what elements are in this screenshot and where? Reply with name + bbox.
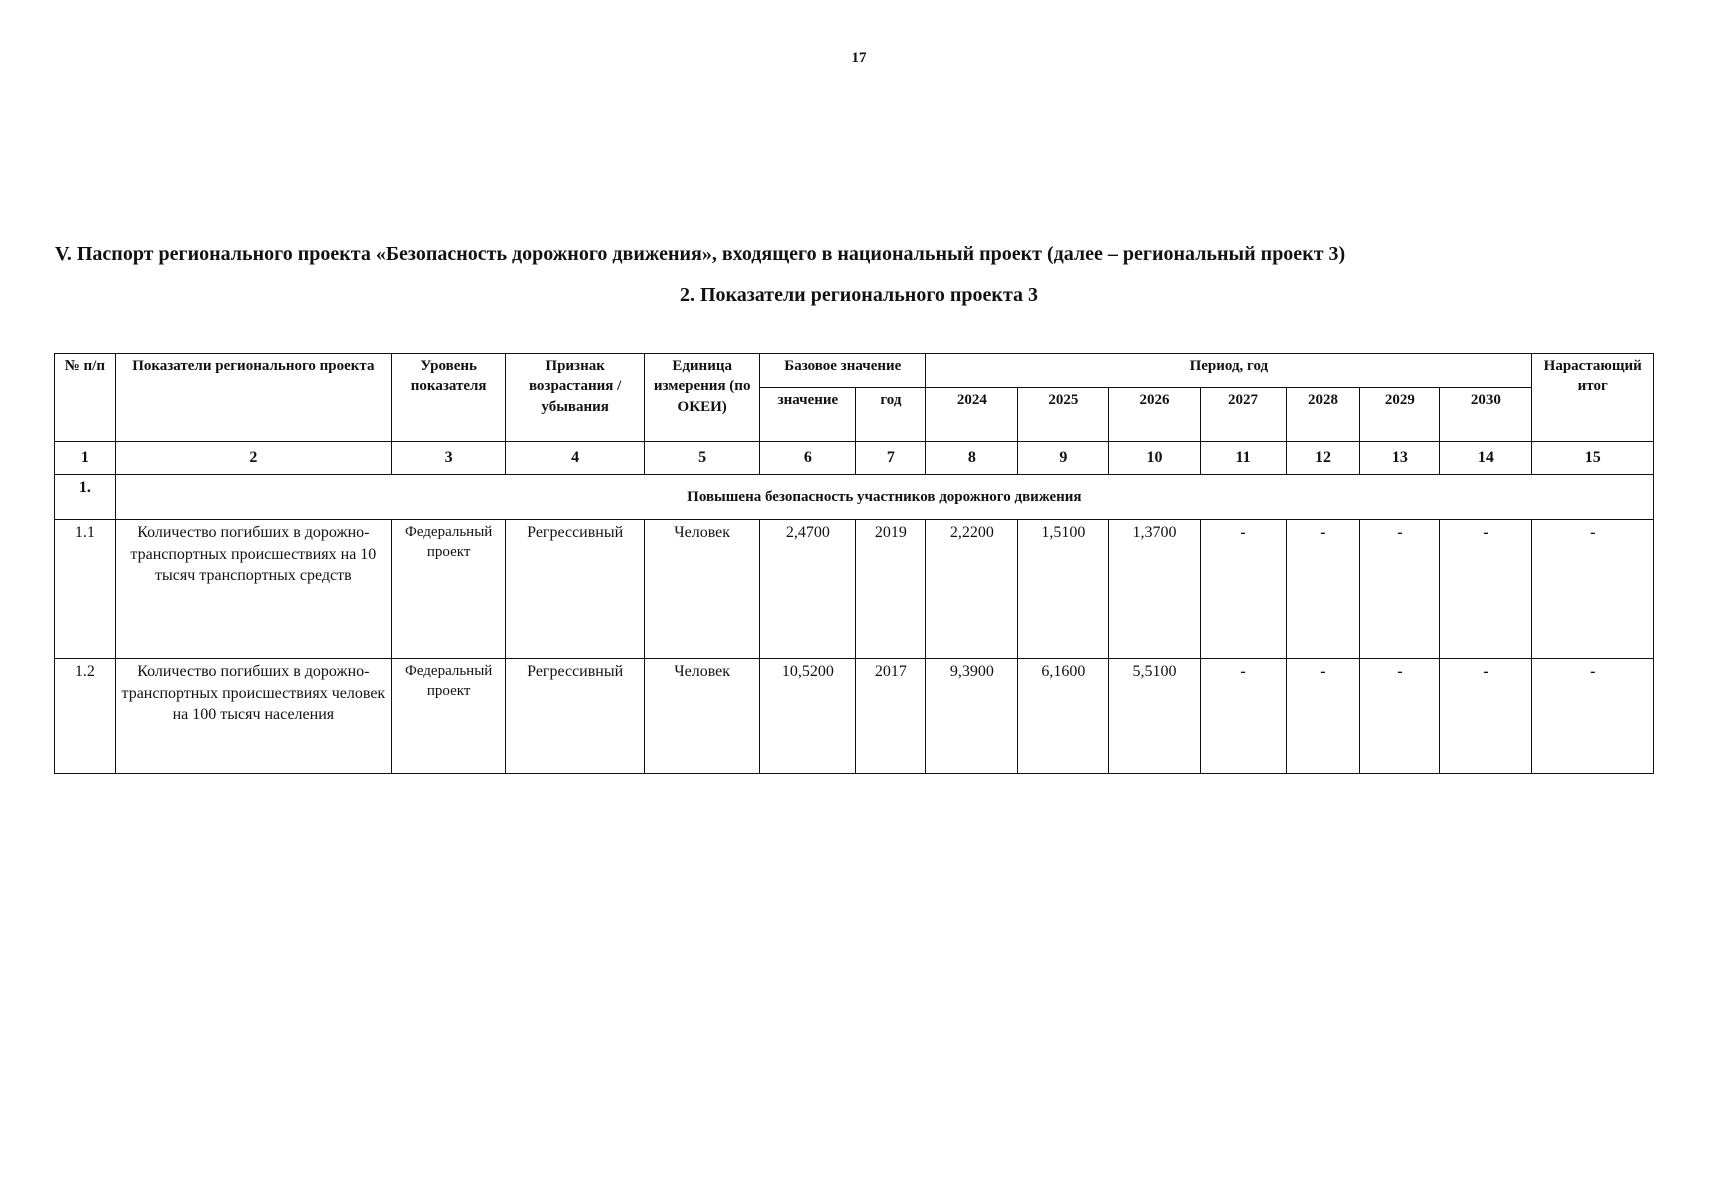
header-trend: Признак возрастания / убывания	[506, 354, 645, 442]
page-number: 17	[851, 50, 867, 66]
row-indicator-name: Количество погибших в дорожно-транспортных происшествиях человек на 100 тысяч населения	[115, 659, 391, 774]
row-unit: Человек	[644, 520, 759, 659]
table-header-row	[55, 354, 1654, 388]
column-number: 14	[1440, 442, 1532, 475]
row-value-2026: 5,5100	[1109, 659, 1200, 774]
column-number: 10	[1109, 442, 1200, 475]
header-year-2029: 2029	[1360, 388, 1440, 442]
row-num: 1.2	[55, 659, 116, 774]
column-number: 5	[644, 442, 759, 475]
row-trend: Регрессивный	[506, 520, 645, 659]
column-number: 2	[115, 442, 391, 475]
column-number: 1	[55, 442, 116, 475]
row-unit: Человек	[644, 659, 759, 774]
header-level: Уровень показателя	[391, 354, 505, 442]
column-number: 6	[760, 442, 856, 475]
row-trend: Регрессивный	[506, 659, 645, 774]
column-number: 15	[1532, 442, 1654, 475]
column-number: 12	[1286, 442, 1360, 475]
row-value-2028: -	[1286, 659, 1360, 774]
header-unit: Единица измерения (по ОКЕИ)	[644, 354, 759, 442]
table-row	[55, 659, 1654, 774]
column-number: 9	[1018, 442, 1109, 475]
column-number: 8	[926, 442, 1018, 475]
row-value-2028: -	[1286, 520, 1360, 659]
goal-row	[55, 475, 1654, 520]
header-indicator: Показатели регионального проекта	[115, 354, 391, 442]
column-number: 3	[391, 442, 505, 475]
row-base-year: 2019	[856, 520, 926, 659]
table-row	[55, 520, 1654, 659]
row-cumulative: -	[1532, 659, 1654, 774]
column-number: 4	[506, 442, 645, 475]
goal-number: 1.	[55, 475, 116, 520]
row-value-2025: 6,1600	[1018, 659, 1109, 774]
column-number-row	[55, 442, 1654, 475]
row-value-2029: -	[1360, 520, 1440, 659]
row-base-value: 2,4700	[760, 520, 856, 659]
header-base-value: значение	[760, 388, 856, 442]
header-base-year: год	[856, 388, 926, 442]
header-year-2027: 2027	[1200, 388, 1286, 442]
column-number: 13	[1360, 442, 1440, 475]
header-year-2030: 2030	[1440, 388, 1532, 442]
header-year-2026: 2026	[1109, 388, 1200, 442]
row-value-2024: 9,3900	[926, 659, 1018, 774]
row-base-year: 2017	[856, 659, 926, 774]
header-cumulative: Нарастающий итог	[1532, 354, 1654, 442]
row-level: Федеральный проект	[391, 520, 505, 659]
row-level: Федеральный проект	[391, 659, 505, 774]
indicators-table	[54, 353, 1654, 774]
row-value-2027: -	[1200, 520, 1286, 659]
header-year-2024: 2024	[926, 388, 1018, 442]
section-title: 2. Показатели регионального проекта 3	[679, 284, 1039, 306]
row-indicator-name: Количество погибших в дорожно-транспортных происшествиях на 10 тысяч транспортных средств	[115, 520, 391, 659]
row-num: 1.1	[55, 520, 116, 659]
row-value-2027: -	[1200, 659, 1286, 774]
column-number: 11	[1200, 442, 1286, 475]
header-year-2025: 2025	[1018, 388, 1109, 442]
goal-text: Повышена безопасность участников дорожного движения	[115, 475, 1653, 520]
column-number: 7	[856, 442, 926, 475]
row-value-2030: -	[1440, 520, 1532, 659]
row-cumulative: -	[1532, 520, 1654, 659]
row-value-2026: 1,3700	[1109, 520, 1200, 659]
row-value-2024: 2,2200	[926, 520, 1018, 659]
row-base-value: 10,5200	[760, 659, 856, 774]
document-title: V. Паспорт регионального проекта «Безопасность дорожного движения», входящего в национальный проект (далее – региональный проект 3)	[55, 243, 1346, 265]
row-value-2025: 1,5100	[1018, 520, 1109, 659]
header-year-2028: 2028	[1286, 388, 1360, 442]
row-value-2029: -	[1360, 659, 1440, 774]
header-period: Период, год	[926, 354, 1532, 388]
header-num: № п/п	[55, 354, 116, 442]
header-base: Базовое значение	[760, 354, 926, 388]
row-value-2030: -	[1440, 659, 1532, 774]
